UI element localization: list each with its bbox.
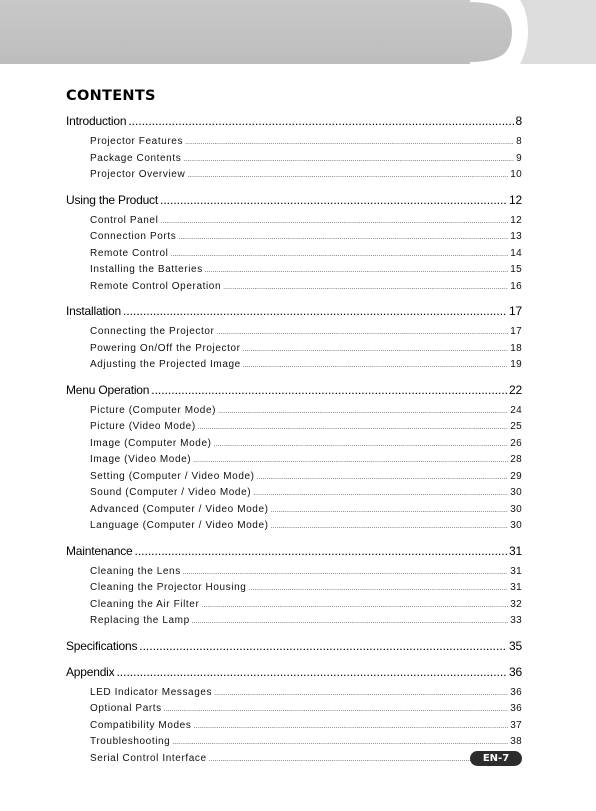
- toc-subsection-title: Compatibility Modes: [90, 719, 192, 731]
- toc-subsection-page: 28: [510, 454, 522, 465]
- toc-section-page: 31: [509, 543, 522, 558]
- toc-subsection-page: 13: [510, 231, 522, 242]
- toc-subsection-entry[interactable]: [90, 326, 522, 337]
- toc-leader-dots: [205, 267, 508, 274]
- toc-subsection-page: 12: [510, 214, 522, 226]
- toc-subsection-entry[interactable]: [90, 599, 522, 610]
- toc-subsection-page: 10: [510, 169, 522, 180]
- toc-subsection-entry[interactable]: [90, 487, 522, 498]
- toc-subsection-page: 32: [510, 598, 522, 610]
- toc-subsection-entry[interactable]: [90, 504, 522, 515]
- toc-section-title: Maintenance: [66, 543, 133, 558]
- toc-subsection-page: 16: [510, 280, 522, 292]
- toc-subsection-title: Image (Video Mode): [90, 454, 192, 465]
- toc-leader-dots: [135, 544, 508, 558]
- toc-section-page: 12: [509, 192, 522, 207]
- toc-subsection-entry[interactable]: [90, 169, 522, 180]
- toc-subsection-title: LED Indicator Messages: [90, 686, 213, 698]
- toc-subsection-page: 30: [510, 520, 522, 531]
- toc-section-title: Introduction: [66, 114, 127, 128]
- toc-subsection-entry[interactable]: [90, 343, 522, 354]
- toc-leader-dots: [123, 304, 507, 318]
- toc-subsection-title: Sound (Computer / Video Mode): [90, 487, 252, 498]
- toc-subsection-title: Connection Ports: [90, 231, 177, 242]
- toc-subsection-entry[interactable]: [90, 566, 522, 577]
- toc-leader-dots: [160, 193, 507, 207]
- toc-subsection-title: Projector Features: [90, 136, 184, 147]
- page-title: CONTENTS: [66, 88, 156, 104]
- toc-leader-dots: [243, 346, 509, 353]
- toc-subsection-title: Cleaning the Projector Housing: [90, 582, 247, 593]
- toc-subsection-entry[interactable]: [90, 231, 522, 242]
- toc-section-entry[interactable]: [66, 193, 522, 207]
- toc-subsection-title: Picture (Video Mode): [90, 421, 196, 432]
- toc-subsection-title: Installing the Batteries: [90, 264, 203, 275]
- toc-subsection-title: Package Contents: [90, 152, 182, 164]
- toc-subsection-title: Cleaning the Air Filter: [90, 598, 200, 610]
- header-band: [0, 0, 596, 94]
- toc-subsection-entry[interactable]: [90, 520, 522, 531]
- toc-subsection-title: Cleaning the Lens: [90, 565, 181, 577]
- toc-subsection-title: Image (Computer Mode): [90, 437, 212, 449]
- toc-subsection-title: Troubleshooting: [90, 736, 171, 747]
- toc-subsection-title: Control Panel: [90, 214, 159, 226]
- toc-subsection-title: Picture (Computer Mode): [90, 404, 217, 416]
- toc-subsection-entry[interactable]: [90, 359, 522, 370]
- toc-section-entry[interactable]: [66, 665, 522, 679]
- toc-subsection-entry[interactable]: [90, 281, 522, 292]
- toc-subsection-entry[interactable]: [90, 753, 522, 764]
- toc-subsection-title: Advanced (Computer / Video Mode): [90, 503, 269, 515]
- toc-leader-dots: [223, 284, 508, 291]
- toc-section-page: 22: [509, 382, 522, 397]
- toc-leader-dots: [160, 218, 508, 225]
- toc-subsection-page: 8: [516, 136, 522, 147]
- toc-subsection-title: Projector Overview: [90, 169, 186, 180]
- toc-leader-dots: [216, 329, 508, 336]
- toc-leader-dots: [214, 441, 509, 448]
- toc-leader-dots: [116, 665, 507, 679]
- toc-subsection-page: 19: [510, 359, 522, 370]
- toc-leader-dots: [170, 251, 508, 258]
- toc-leader-dots: [271, 523, 509, 530]
- toc-subsection-page: 9: [516, 152, 522, 164]
- toc-leader-dots: [151, 383, 507, 397]
- toc-leader-dots: [253, 490, 508, 497]
- toc-section-title: Installation: [66, 304, 121, 318]
- toc-section-page: 8: [515, 114, 522, 128]
- toc-leader-dots: [183, 156, 514, 163]
- toc-subsection-page: 17: [510, 326, 522, 337]
- toc-subsection-page: 29: [510, 470, 522, 482]
- toc-leader-dots: [185, 139, 514, 146]
- toc-leader-dots: [193, 723, 508, 730]
- toc-subsection-title: Adjusting the Projected Image: [90, 359, 241, 370]
- toc-subsection-entry[interactable]: [90, 215, 522, 226]
- toc-subsection-entry[interactable]: [90, 405, 522, 416]
- toc-subsection-page: 36: [510, 703, 522, 714]
- toc-subsection-entry[interactable]: [90, 153, 522, 164]
- toc-section-title: Appendix: [66, 664, 115, 679]
- toc-section-page: 35: [509, 638, 522, 653]
- toc-leader-dots: [128, 114, 513, 128]
- toc-subsection-page: 30: [510, 487, 522, 498]
- toc-leader-dots: [201, 602, 508, 609]
- toc-subsection-entry[interactable]: [90, 736, 522, 747]
- toc-subsection-page: 30: [510, 503, 522, 515]
- toc-subsection-entry[interactable]: [90, 720, 522, 731]
- toc-leader-dots: [257, 474, 509, 481]
- toc-subsection-title: Powering On/Off the Projector: [90, 342, 241, 354]
- toc-subsection-page: 26: [510, 437, 522, 449]
- toc-subsection-title: Remote Control Operation: [90, 280, 222, 292]
- toc-subsection-title: Optional Parts: [90, 703, 162, 714]
- toc-subsection-page: 24: [510, 404, 522, 416]
- toc-subsection-title: Serial Control Interface: [90, 752, 207, 764]
- toc-subsection-entry[interactable]: [90, 136, 522, 147]
- toc-leader-dots: [164, 706, 509, 713]
- toc-subsection-title: Connecting the Projector: [90, 326, 215, 337]
- toc-section-title: Specifications: [66, 638, 138, 653]
- toc-subsection-entry[interactable]: [90, 421, 522, 432]
- toc-leader-dots: [198, 424, 509, 431]
- toc-subsection-entry[interactable]: [90, 454, 522, 465]
- toc-section-entry[interactable]: [66, 544, 522, 558]
- page-number-badge: EN-7: [470, 751, 522, 766]
- header-graphic: [0, 0, 596, 94]
- toc-subsection-page: 36: [510, 686, 522, 698]
- toc-section-title: Using the Product: [66, 192, 158, 207]
- toc-section-entry[interactable]: [66, 383, 522, 397]
- toc-leader-dots: [243, 362, 508, 369]
- toc-subsection-entry[interactable]: [90, 264, 522, 275]
- toc-leader-dots: [218, 408, 508, 415]
- toc-subsection-page: 14: [510, 247, 522, 259]
- toc-leader-dots: [248, 585, 508, 592]
- toc-subsection-page: 37: [510, 719, 522, 731]
- toc-section-entry[interactable]: [66, 304, 522, 318]
- toc-subsection-title: Language (Computer / Video Mode): [90, 520, 269, 531]
- toc-leader-dots: [192, 618, 509, 625]
- toc-subsection-entry[interactable]: [90, 615, 522, 626]
- toc-subsection-page: 18: [510, 342, 522, 354]
- toc-section-title: Menu Operation: [66, 382, 150, 397]
- toc-subsection-page: 25: [510, 421, 522, 432]
- toc-section-page: 36: [509, 664, 522, 679]
- toc-subsection-page: 33: [510, 615, 522, 626]
- toc-subsection-title: Replacing the Lamp: [90, 615, 190, 626]
- toc-subsection-title: Remote Control: [90, 247, 169, 259]
- toc-subsection-page: 31: [510, 582, 522, 593]
- toc-leader-dots: [187, 172, 508, 179]
- toc-subsection-page: 38: [510, 736, 522, 747]
- toc-subsection-entry[interactable]: [90, 582, 522, 593]
- toc-subsection-page: 15: [510, 264, 522, 275]
- toc-subsection-entry[interactable]: [90, 687, 522, 698]
- toc-leader-dots: [172, 739, 508, 746]
- toc-leader-dots: [183, 569, 508, 576]
- toc-subsection-page: 31: [510, 565, 522, 577]
- toc-subsection-entry[interactable]: [90, 438, 522, 449]
- toc-subsection-title: Setting (Computer / Video Mode): [90, 470, 255, 482]
- toc-leader-dots: [178, 234, 508, 241]
- toc-leader-dots: [193, 457, 508, 464]
- toc-leader-dots: [271, 507, 509, 514]
- toc-subsection-entry[interactable]: [90, 471, 522, 482]
- toc-subsection-entry[interactable]: [90, 703, 522, 714]
- toc-section-page: 17: [509, 304, 522, 318]
- toc-leader-dots: [214, 690, 508, 697]
- toc-leader-dots: [139, 639, 507, 653]
- toc-section-entry[interactable]: [66, 114, 522, 128]
- toc-section-entry[interactable]: [66, 639, 522, 653]
- toc-leader-dots: [209, 756, 509, 763]
- toc-subsection-entry[interactable]: [90, 248, 522, 259]
